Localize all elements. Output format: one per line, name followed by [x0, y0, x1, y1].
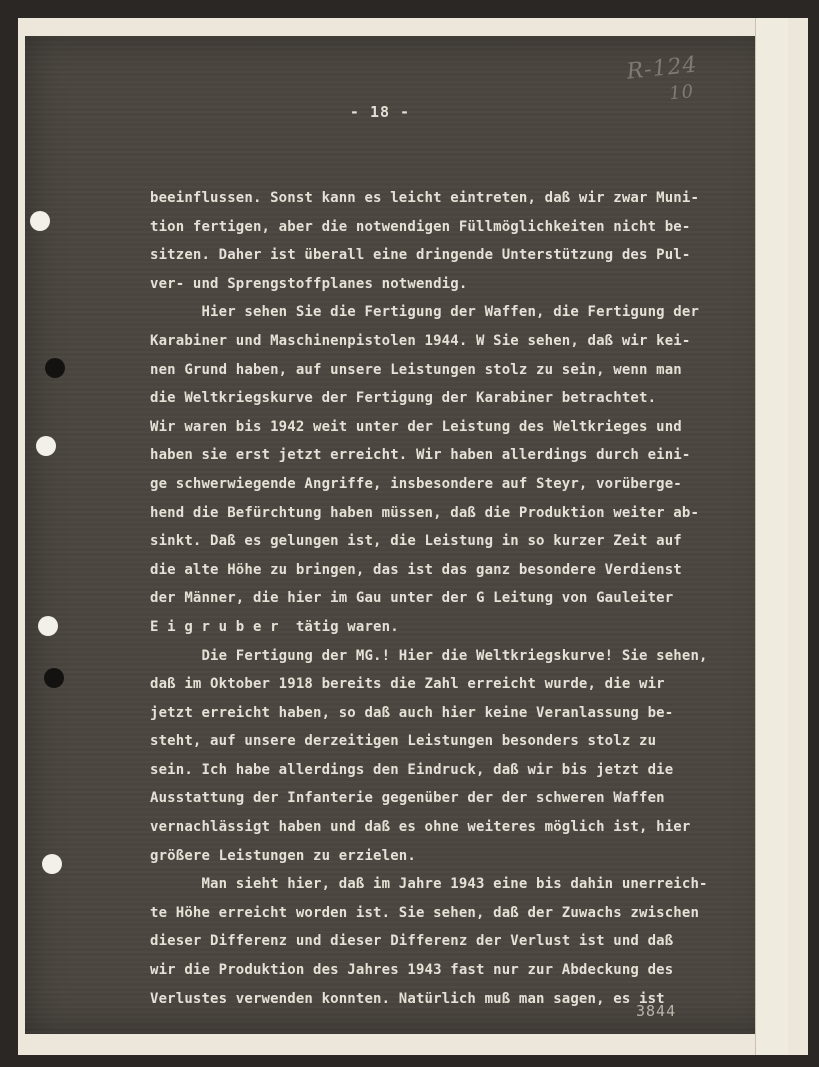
text-line: jetzt erreicht haben, so daß auch hier keine Veranlassung be- [150, 704, 674, 721]
text-line: dieser Differenz und dieser Differenz der Verlust ist und daß [150, 933, 674, 950]
text-line: Wir waren bis 1942 weit unter der Leistung des Weltkrieges und [150, 418, 682, 435]
text-line: te Höhe erreicht worden ist. Sie sehen, daß der Zuwachs zwischen [150, 904, 700, 921]
text-line: tion fertigen, aber die notwendigen Füllmöglichkeiten nicht be- [150, 218, 691, 235]
text-line: sinkt. Daß es gelungen ist, die Leistung in so kurzer Zeit auf [150, 533, 682, 550]
punch-hole [44, 668, 64, 688]
margin-note-line-2: 10 [668, 80, 696, 105]
text-line: die alte Höhe zu bringen, das ist das ganz besondere Verdienst [150, 561, 682, 578]
text-line: daß im Oktober 1918 bereits die Zahl erreicht wurde, die wir [150, 676, 665, 693]
punch-hole [38, 616, 58, 636]
paper-edge-strip [755, 18, 788, 1055]
punch-hole [45, 358, 65, 378]
text-line: E i g r u b e r tätig waren. [150, 618, 399, 635]
text-line: sein. Ich habe allerdings den Eindruck, daß wir bis jetzt die [150, 761, 674, 778]
text-line: Ausstattung der Infanterie gegenüber der der schweren Waffen [150, 790, 665, 807]
text-line: größere Leistungen zu erzielen. [150, 847, 416, 864]
text-line: nen Grund haben, auf unsere Leistungen stolz zu sein, wenn man [150, 361, 682, 378]
text-line: ver- und Sprengstoffplanes notwendig. [150, 275, 468, 292]
text-line: Hier sehen Sie die Fertigung der Waffen, die Fertigung der [150, 304, 700, 321]
text-line: ge schwerwiegende Angriffe, insbesondere auf Steyr, vorüberge- [150, 475, 682, 492]
punch-hole [42, 854, 62, 874]
text-line: sitzen. Daher ist überall eine dringende Unterstützung des Pul- [150, 247, 691, 264]
document-body [150, 184, 730, 1013]
text-line: vernachlässigt haben und daß es ohne weiteres möglich ist, hier [150, 819, 691, 836]
punch-hole [30, 211, 50, 231]
text-line: Man sieht hier, daß im Jahre 1943 eine bis dahin unerreich- [150, 876, 708, 893]
text-line: wir die Produktion des Jahres 1943 fast nur zur Abdeckung des [150, 962, 674, 979]
archive-stamp-number: 3844 [636, 1002, 677, 1020]
text-line: Karabiner und Maschinenpistolen 1944. W Sie sehen, daß wir kei- [150, 332, 691, 349]
text-line: Verlustes verwenden konnten. Natürlich muß man sagen, es ist [150, 990, 665, 1007]
text-line: beeinflussen. Sonst kann es leicht eintreten, daß wir zwar Muni- [150, 190, 700, 206]
page-number: - 18 - [349, 103, 411, 121]
text-line: steht, auf unsere derzeitigen Leistungen besonders stolz zu [150, 733, 657, 750]
punch-hole [36, 436, 56, 456]
text-line: der Männer, die hier im Gau unter der G Leitung von Gauleiter [150, 590, 674, 607]
text-line: haben sie erst jetzt erreicht. Wir haben allerdings durch eini- [150, 447, 691, 464]
margin-note-line-1: R-124 [625, 52, 699, 85]
text-line: hend die Befürchtung haben müssen, daß die Produktion weiter ab- [150, 504, 700, 521]
text-line: Die Fertigung der MG.! Hier die Weltkriegskurve! Sie sehen, [150, 647, 708, 664]
text-line: die Weltkriegskurve der Fertigung der Karabiner betrachtet. [150, 390, 657, 407]
